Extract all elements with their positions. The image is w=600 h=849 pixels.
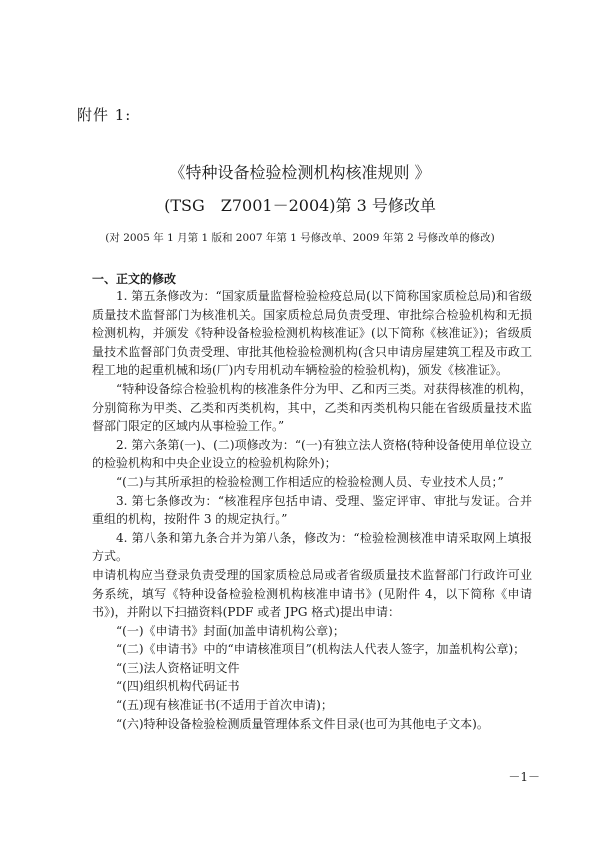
document-title: 《特种设备检验检测机构核准规则 》	[169, 163, 431, 182]
paragraph-7: 申请机构应当登录负责受理的国家质检总局或者省级质量技术监督部门行政许可业务系统，填写《特种设备检验检测机构核准申请书》(见附件 4，以下简称《申请书》)，并附以下扫描资料(PDF 或者 JPG 格式)提出申请：	[92, 567, 532, 620]
list-item-6: “(六)特种设备检验检测质量管理体系文件目录(也可为其他电子文本)。	[116, 716, 489, 731]
paragraph-3: 2. 第六条第(一)、(二)项修改为：“(一)有独立法人资格(特种设备使用单位设立的检验机构和中央企业设立的检验机构除外)；	[92, 437, 532, 471]
paragraph-5: 3. 第七条修改为：“核准程序包括申请、受理、鉴定评审、审批与发证。合并重组的机构，按附件 3 的规定执行。”	[92, 493, 532, 527]
body-text	[92, 287, 532, 733]
list-item-4: “(四)组织机构代码证书	[116, 679, 240, 694]
paragraph-2: “特种设备综合检验机构的核准条件分为甲、乙和丙三类。对获得核准的机构，分别简称为甲类、乙类和丙类机构，其中，乙类和丙类机构只能在省级质量技术监督部门限定的区域内从事检验工作。”	[92, 381, 532, 434]
list-item-1: “(一)《申请书》封面(加盖申请机构公章)；	[116, 623, 345, 638]
document-subtitle: (TSG Z7001－2004)第 3 号修改单	[164, 196, 436, 215]
amendment-note: (对 2005 年 1 月第 1 版和 2007 年第 1 号修改单、2009 年第 2 号修改单的修改)	[105, 232, 495, 244]
attachment-label: 附件 1:	[77, 106, 132, 124]
list-item-3: “(三)法人资格证明文件	[116, 660, 240, 675]
list-item-2: “(二)《申请书》中的“申请核准项目”(机构法人代表人签字，加盖机构公章)；	[116, 642, 526, 657]
paragraph-1: 1. 第五条修改为：“国家质量监督检验检疫总局(以下简称国家质检总局)和省级质量技术监督部门为核准机关。国家质检总局负责受理、审批综合检验机构和无损检测机构，并颁发《特种设备检验检测机构核准证》(以下简称《核准证》)；省级质量技术监督部门负责受理、审批其他检验检测机构(含只申请房屋建筑工程及市政工程工地的起重机械和场(厂)内专用机动车辆检验的检验机构)，颁发《核准证》。	[92, 289, 532, 378]
section-heading: 一、正文的修改	[92, 272, 177, 286]
paragraph-6: 4. 第八条和第九条合并为第八条，修改为：“检验检测核准申请采取网上填报方式。	[92, 530, 532, 564]
list-item-5: “(五)现有核准证书(不适用于首次申请)；	[116, 698, 333, 713]
paragraph-4: “(二)与其所承担的检验检测工作相适应的检验检测人员、专业技术人员；”	[116, 474, 504, 489]
page-number: －1－	[508, 770, 540, 784]
